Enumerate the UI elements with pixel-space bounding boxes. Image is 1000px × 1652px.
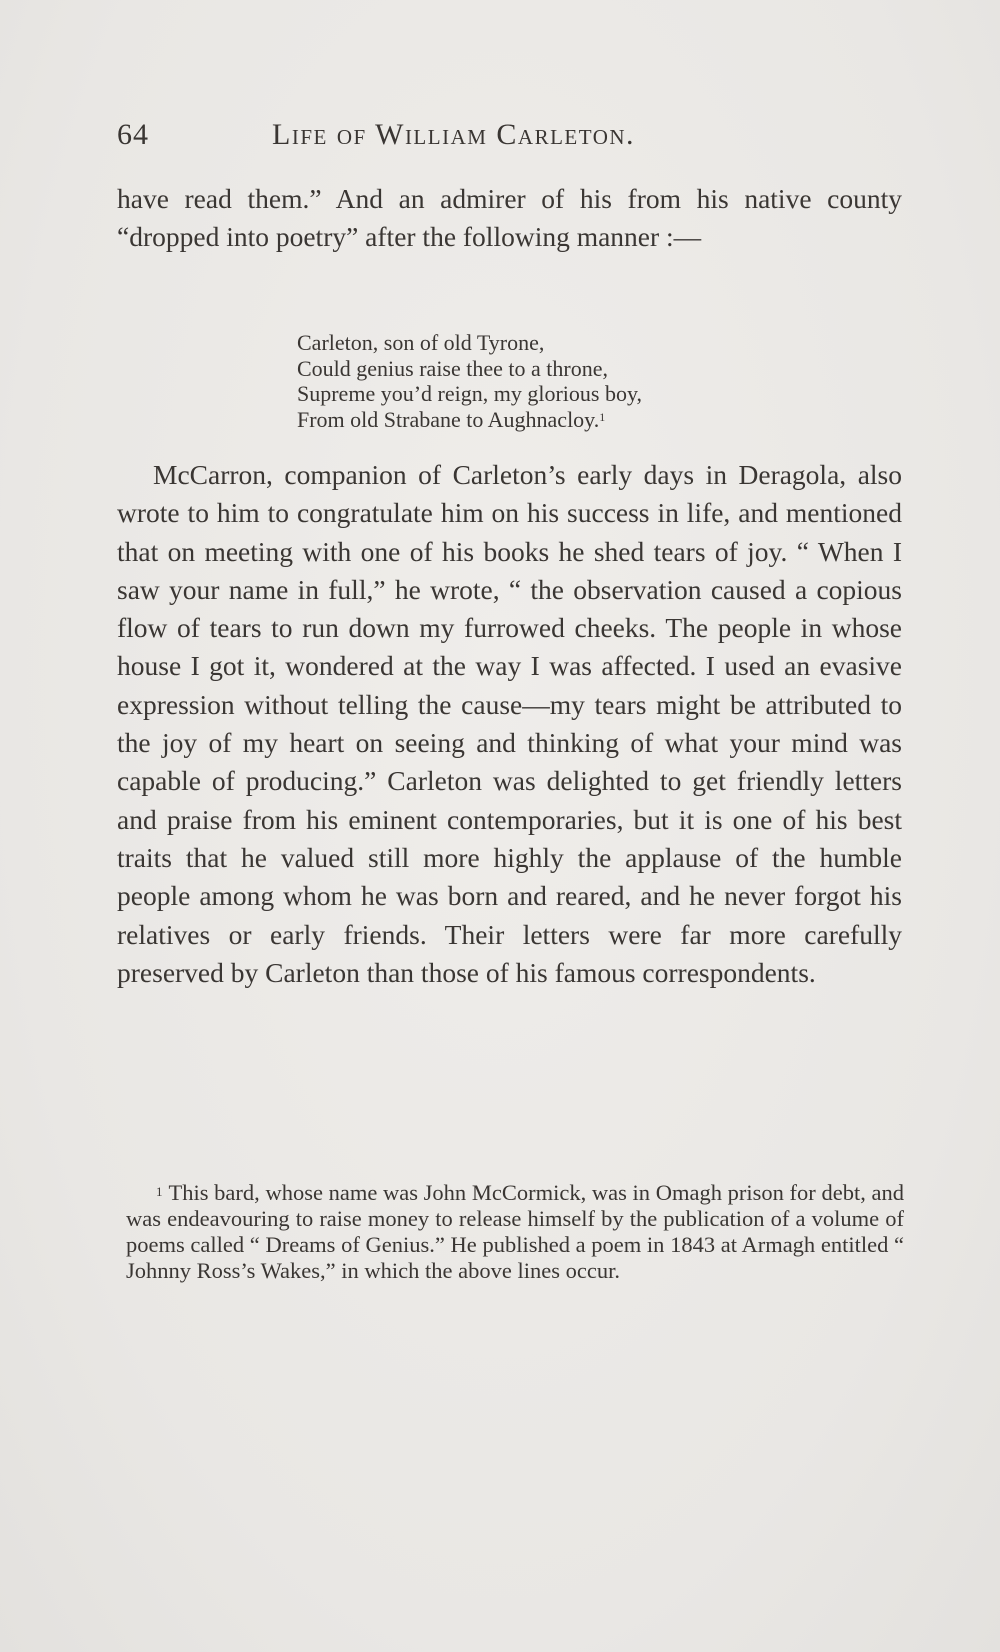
footnote-mark: 1	[156, 1184, 163, 1199]
verse-line-1: Carleton, son of old Tyrone,	[297, 330, 545, 355]
footnote-text: This bard, whose name was John McCormick, was in Omagh prison for debt, and was endeavouring to raise money to release himself by the publication of a volume of poems called “ Dreams of Genius.” He published a poem in 1843 at Armagh entitled “ Johnny Ross’s Wakes,” in which the above lines occur.	[126, 1180, 904, 1283]
verse-line-3: Supreme you’d reign, my glorious boy,	[297, 381, 643, 406]
verse-block	[297, 330, 642, 432]
verse-line-4-wrap	[297, 407, 642, 433]
verse-line-4: From old Strabane to Aughnacloy.	[297, 406, 600, 432]
running-title: Life of William Carleton.	[272, 118, 636, 151]
paragraph-mccarron: McCarron, companion of Carleton’s early days in Deragola, also wrote to him to congratulate him on his success in life, and mentioned that on meeting with one of his books he shed tears of joy. “ When I saw your name in full,” he wrote, “ the observation caused a copious flow of tears to run down my furrowed cheeks. The people in whose house I got it, wondered at the way I was affected. I used an evasive expression without telling the cause—my tears might be attributed to the joy of my heart on seeing and thinking of what your mind was capable of producing.” Carleton was delighted to get friendly letters and praise from his eminent contemporaries, but it is one of his best traits that he valued still more highly the applause of the humble people among whom he was born and reared, and he never forgot his relatives or early friends. Their letters were far more carefully preserved by Carleton than those of his famous correspondents.	[117, 459, 902, 988]
page-header	[117, 118, 907, 158]
page-number: 64	[117, 118, 149, 151]
verse-line-2: Could genius raise thee to a throne,	[297, 355, 608, 381]
footnote-reference: 1	[599, 409, 606, 424]
footnote	[126, 1180, 904, 1284]
paragraph-intro: have read them.” And an admirer of his from his native county “dropped into poetry” after the following manner :—	[117, 183, 902, 253]
